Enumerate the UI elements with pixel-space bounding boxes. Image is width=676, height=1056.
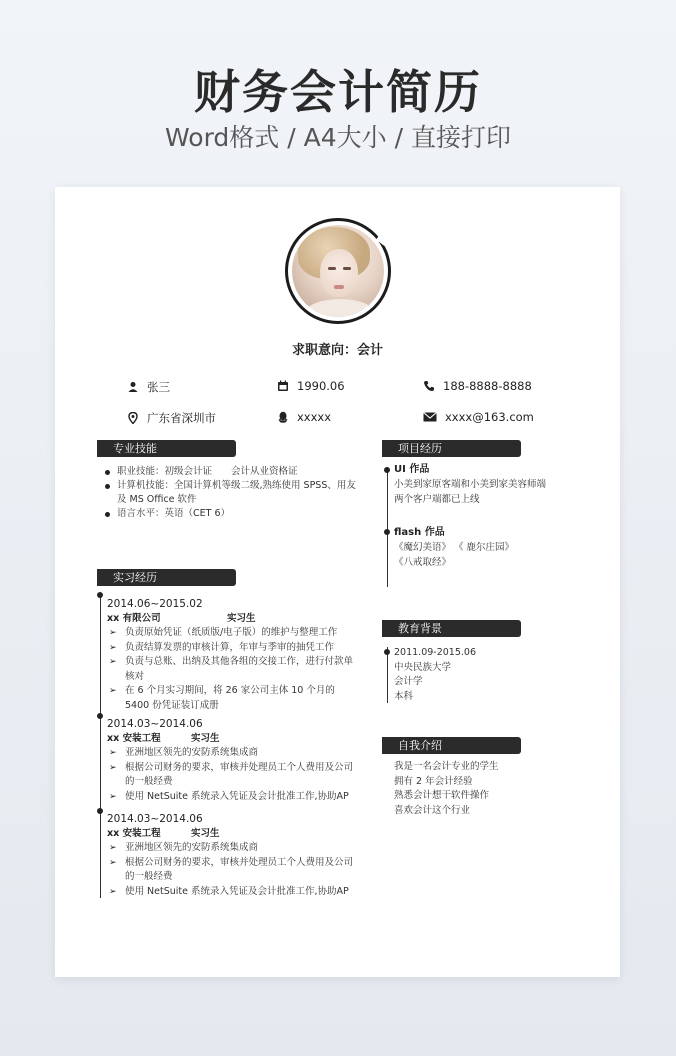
internship-company: xx 安装工程 <box>107 733 161 744</box>
list-item: ➢ 根据公司财务的要求，审核并处理员工个人费用及公司的一般经费 <box>107 856 357 885</box>
internship-timeline <box>100 596 101 898</box>
avatar-frame <box>285 218 391 324</box>
timeline-dot <box>384 649 390 655</box>
list-item: ➢ 使用 NetSuite 系统录入凭证及会计批准工作,协助AP <box>107 885 357 900</box>
qq-penguin-icon <box>277 411 289 423</box>
resume-paper <box>55 187 620 977</box>
about-line: 熟悉会计想干软件操作 <box>394 790 490 801</box>
project-name: UI 作品 <box>394 464 430 475</box>
timeline-dot <box>384 529 390 535</box>
internship-duties <box>107 626 357 713</box>
education-period: 2011.09-2015.06 <box>394 647 476 658</box>
list-item: ➢ 负责结算发票的审核计算，年审与季审的抽凭工作 <box>107 641 357 656</box>
internship-period: 2014.03~2014.06 <box>107 813 203 825</box>
list-item: ➢ 在 6 个月实习期间，将 26 家公司主体 10 个月的 5400 份凭证装订成册 <box>107 684 357 713</box>
list-item: ➢ 亚洲地区领先的安防系统集成商 <box>107 841 357 856</box>
info-email-text: xxxx@163.com <box>445 410 534 424</box>
project-line: 两个客户端都已上线 <box>394 493 480 505</box>
internship-role: 实习生 <box>191 733 220 744</box>
project-line: 小美到家原客端和小美到家美容师端 <box>394 479 547 490</box>
project-desc <box>394 478 584 507</box>
info-location-text: 广东省深圳市 <box>147 411 216 425</box>
internship-company-row <box>107 612 357 626</box>
about-line: 拥有 2 年会计经验 <box>394 775 473 787</box>
timeline-dot <box>384 467 390 473</box>
info-qq-text: xxxxx <box>297 410 332 424</box>
internship-period: 2014.06~2015.02 <box>107 598 203 610</box>
project-name: flash 作品 <box>394 527 445 538</box>
education-school: 中央民族大学 <box>394 661 452 673</box>
info-phone <box>423 379 532 393</box>
internship-role: 实习生 <box>191 828 220 839</box>
education-details <box>394 646 584 704</box>
internship-company: xx 安装工程 <box>107 828 161 839</box>
list-item: ➢ 负责原始凭证（纸质版/电子版）的维护与整理工作 <box>107 626 357 641</box>
internship-company: xx 有限公司 <box>107 613 161 624</box>
about-line: 我是一名会计专业的学生 <box>394 761 499 772</box>
person-icon <box>127 381 139 393</box>
info-birth-text: 1990.06 <box>297 379 345 393</box>
timeline-dot <box>97 808 103 814</box>
list-item: ➢ 根据公司财务的要求，审核并处理员工个人费用及公司的一般经费 <box>107 761 357 790</box>
internship-duties <box>107 746 357 804</box>
internship-duties <box>107 841 357 899</box>
list-item: 语言水平：英语（CET 6） <box>101 507 359 521</box>
timeline-dot <box>97 713 103 719</box>
internship-header: 实习经历 <box>97 569 236 586</box>
projects-timeline <box>387 467 388 587</box>
education-header: 教育背景 <box>382 620 521 637</box>
list-item: ➢ 亚洲地区领先的安防系统集成商 <box>107 746 357 761</box>
project-desc <box>394 541 584 570</box>
calendar-icon <box>277 380 289 392</box>
info-name <box>127 379 170 395</box>
info-qq <box>277 410 331 424</box>
internship-company-row <box>107 827 357 841</box>
internship-company-row <box>107 732 357 746</box>
location-pin-icon <box>127 412 139 424</box>
education-major: 会计学 <box>394 676 423 687</box>
skills-header: 专业技能 <box>97 440 236 457</box>
internship-role: 实习生 <box>227 613 256 624</box>
avatar <box>292 225 384 317</box>
project-line: 《魔幻美语》 《 鹿尔庄园》 <box>394 542 515 553</box>
list-item: ➢ 使用 NetSuite 系统录入凭证及会计批准工作,协助AP <box>107 790 357 805</box>
about-header: 自我介绍 <box>382 737 521 754</box>
info-phone-text: 188-8888-8888 <box>443 379 532 393</box>
list-item: 计算机技能：全国计算机等级二级,熟练使用 SPSS、用友及 MS Office 软件 <box>101 479 359 507</box>
info-email <box>423 410 534 424</box>
info-name-text: 张三 <box>147 380 170 394</box>
phone-icon <box>423 380 435 392</box>
list-item: ➢ 负责与总账、出纳及其他各组的交接工作，进行付款单核对 <box>107 655 357 684</box>
about-line: 喜欢会计这个行业 <box>394 804 471 816</box>
education-degree: 本科 <box>394 690 414 702</box>
internship-period: 2014.03~2014.06 <box>107 718 203 730</box>
about-text <box>394 760 584 818</box>
job-intent: 求职意向：会计 <box>291 343 383 358</box>
project-line: 《八戒取经》 <box>394 556 452 568</box>
mail-icon <box>423 411 437 423</box>
list-item: 职业技能：初级会计证 会计从业资格证 <box>101 465 359 479</box>
education-timeline <box>387 647 388 703</box>
hero-subtitle: Word格式 / A4大小 / 直接打印 <box>165 123 511 152</box>
hero-title: 财务会计简历 <box>194 65 482 119</box>
skills-list <box>101 465 359 521</box>
info-location <box>127 410 216 426</box>
info-birth <box>277 379 345 393</box>
timeline-dot <box>97 592 103 598</box>
projects-header: 项目经历 <box>382 440 521 457</box>
